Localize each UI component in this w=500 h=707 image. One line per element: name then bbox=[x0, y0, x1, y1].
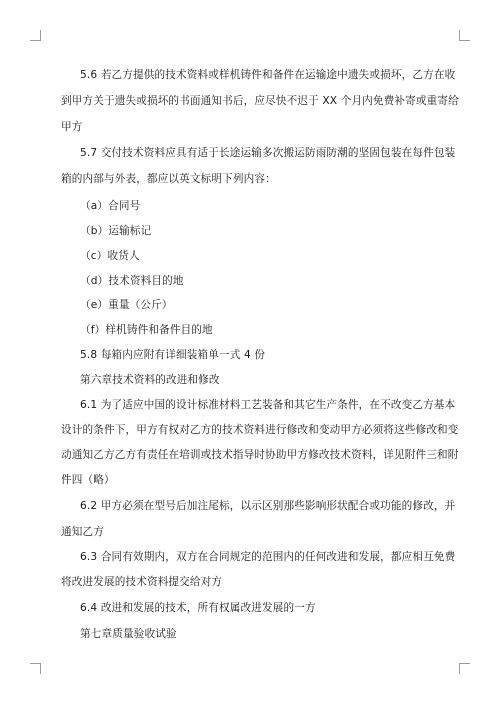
clause-6-2-line-1: 6.2 甲方必须在型号后加注尾标，以示区别那些影响形状配合或功能的修改，并 bbox=[80, 500, 456, 512]
chapter-6-heading: 第六章技术资料的改进和修改 bbox=[80, 374, 220, 386]
list-item-d: （d）技术资料目的地 bbox=[80, 275, 184, 287]
clause-6-1-line-4: 件四（略） bbox=[61, 474, 115, 486]
list-item-f: （f）样机铸件和备件目的地 bbox=[80, 324, 213, 336]
list-item-e: （e）重量（公斤） bbox=[80, 299, 173, 311]
clause-5-6-line-2: 到甲方关于遗失或损坏的书面通知书后，应尽快不迟于 XX 个月内免费补寄或重寄给 bbox=[61, 95, 459, 107]
list-item-a: （a）合同号 bbox=[80, 200, 141, 212]
clause-5-8: 5.8 每箱内应附有详细装箱单一式 4 份 bbox=[80, 349, 266, 361]
clause-6-1-line-2: 设计的条件下，甲方有权对乙方的技术资料进行修改和变动甲方必须将这些修改和变 bbox=[61, 424, 459, 436]
crop-mark-bottom-left bbox=[30, 663, 41, 674]
list-item-c: （c）收货人 bbox=[80, 250, 140, 262]
crop-mark-top-left bbox=[30, 30, 41, 41]
clause-6-3-line-1: 6.3 合同有效期内，双方在合同规定的范围内的任何改进和发展，都应相互免费 bbox=[80, 551, 456, 563]
clause-6-1-line-3: 动通知乙方乙方有责任在培训或技术指导时协助甲方修改技术资料，详见附件三和附 bbox=[61, 449, 459, 461]
clause-5-6-line-1: 5.6 若乙方提供的技术资料或样机铸件和备件在运输途中遗失或损坏，乙方在收 bbox=[80, 69, 456, 81]
list-item-b: （b）运输标记 bbox=[80, 225, 152, 237]
clause-6-3-line-2: 将改进发展的技术资料提交给对方 bbox=[61, 576, 223, 588]
crop-mark-top-right bbox=[459, 30, 470, 41]
clause-5-7-line-2: 箱的内部与外表，都应以英文标明下列内容： bbox=[61, 173, 276, 185]
clause-6-2-line-2: 通知乙方 bbox=[61, 526, 104, 538]
clause-6-4: 6.4 改进和发展的技术，所有权属改进发展的一方 bbox=[80, 602, 316, 614]
clause-6-1-line-1: 6.1 为了适应中国的设计标准材料工艺装备和其它生产条件，在不改变乙方基本 bbox=[80, 399, 456, 411]
chapter-7-heading: 第七章质量验收试验 bbox=[80, 628, 177, 640]
clause-5-6-line-3: 甲方 bbox=[61, 121, 83, 133]
crop-mark-bottom-right bbox=[459, 663, 470, 674]
clause-5-7-line-1: 5.7 交付技术资料应具有适于长途运输多次搬运防雨防潮的坚固包装在每件包装 bbox=[80, 147, 456, 159]
